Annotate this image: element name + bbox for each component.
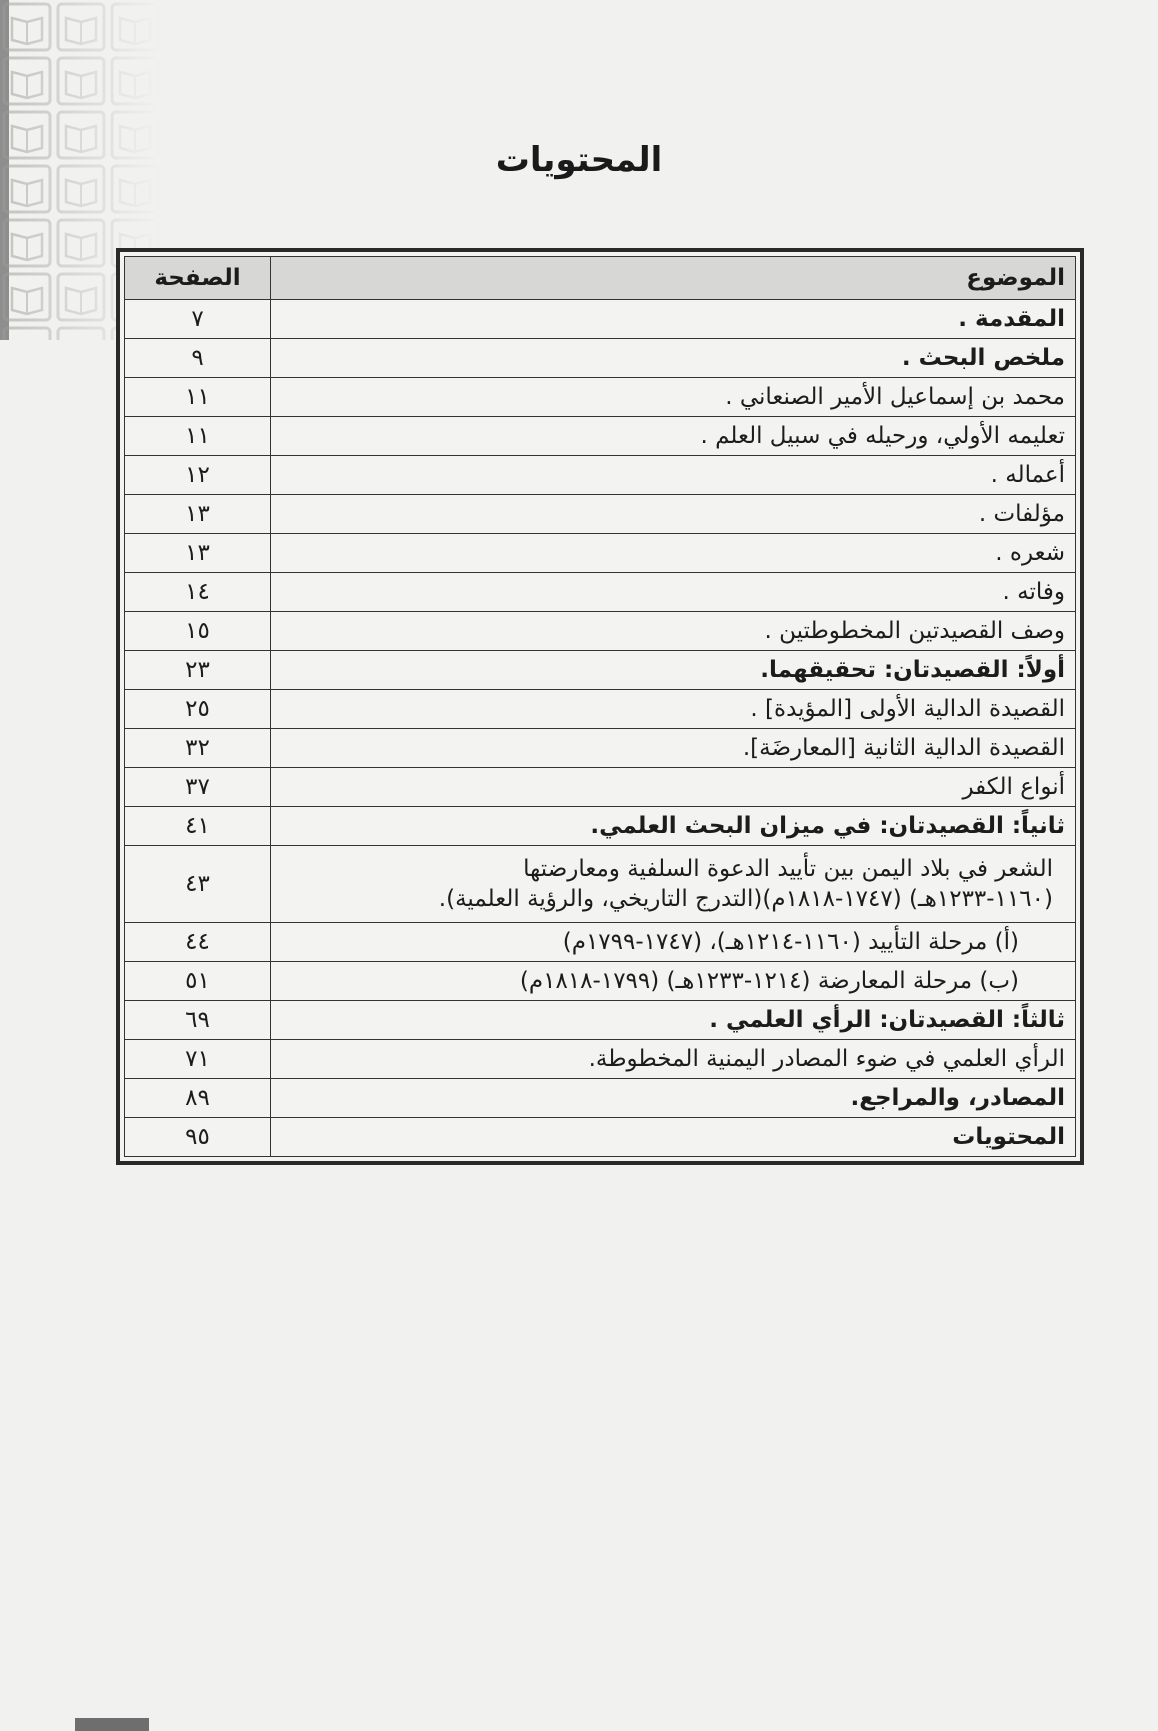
- table-row: [125, 573, 1076, 612]
- row-page-number: ٧١: [125, 1040, 271, 1079]
- row-page-number: ١٥: [125, 612, 271, 651]
- row-topic: [271, 962, 1076, 1001]
- table-row: [125, 923, 1076, 962]
- row-page-number: ١٤: [125, 573, 271, 612]
- row-topic: [271, 339, 1076, 378]
- row-topic-text: أنواع الكفر: [962, 774, 1065, 800]
- row-page-number: ٤٣: [125, 846, 271, 923]
- row-page-number: ٦٩: [125, 1001, 271, 1040]
- table-row: [125, 378, 1076, 417]
- row-page-number: ٢٣: [125, 651, 271, 690]
- table-row: [125, 456, 1076, 495]
- row-topic: [271, 495, 1076, 534]
- row-topic: [271, 612, 1076, 651]
- row-topic-text: وصف القصيدتين المخطوطتين .: [764, 618, 1065, 644]
- row-topic-text: تعليمه الأولي، ورحيله في سبيل العلم .: [700, 423, 1065, 449]
- row-topic-text: الشعر في بلاد اليمن بين تأييد الدعوة السلفية ومعارضتها: [523, 856, 1053, 882]
- row-page-number: ٢٥: [125, 690, 271, 729]
- row-topic-text-continued: (١١٦٠-١٢٣٣هـ) (١٧٤٧-١٨١٨م)(التدرج التاريخي، والرؤية العلمية).: [438, 886, 1053, 912]
- table-row: [125, 651, 1076, 690]
- table-row: [125, 417, 1076, 456]
- page-tab-marker: [75, 1718, 149, 1731]
- page-title: المحتويات: [495, 140, 663, 180]
- row-topic-text: أعماله .: [990, 462, 1065, 488]
- row-page-number: ٥١: [125, 962, 271, 1001]
- row-topic: [271, 846, 1076, 923]
- row-page-number: ١١: [125, 417, 271, 456]
- header-topic: الموضوع: [271, 257, 1076, 300]
- row-topic-text: الرأي العلمي في ضوء المصادر اليمنية المخطوطة.: [588, 1046, 1065, 1072]
- row-page-number: ١٢: [125, 456, 271, 495]
- row-topic: [271, 1001, 1076, 1040]
- row-topic: [271, 690, 1076, 729]
- table-row: [125, 690, 1076, 729]
- row-topic-text: القصيدة الدالية الأولى [المؤيدة] .: [750, 696, 1065, 722]
- row-page-number: ١١: [125, 378, 271, 417]
- row-topic-text: شعره .: [995, 540, 1065, 566]
- row-page-number: ٩٥: [125, 1118, 271, 1157]
- table-row: [125, 1040, 1076, 1079]
- row-topic-text: ملخص البحث .: [901, 345, 1065, 371]
- table-row: [125, 1001, 1076, 1040]
- row-topic-text: ثانياً: القصيدتان: في ميزان البحث العلمي.: [590, 813, 1065, 839]
- row-topic: [271, 378, 1076, 417]
- table-row: [125, 729, 1076, 768]
- row-topic-text: المصادر، والمراجع.: [850, 1085, 1065, 1111]
- row-topic: [271, 456, 1076, 495]
- row-page-number: ٤١: [125, 807, 271, 846]
- row-topic-text: المحتويات: [952, 1124, 1065, 1150]
- row-topic: [271, 300, 1076, 339]
- row-topic-text: (ب) مرحلة المعارضة (١٢١٤-١٢٣٣هـ) (١٧٩٩-١٨١٨م): [519, 968, 1019, 994]
- row-topic-text: ثالثاً: القصيدتان: الرأي العلمي .: [709, 1007, 1065, 1033]
- row-topic: [271, 534, 1076, 573]
- row-page-number: ٨٩: [125, 1079, 271, 1118]
- row-topic: [271, 1079, 1076, 1118]
- row-topic-text: القصيدة الدالية الثانية [المعارضَة].: [742, 735, 1065, 761]
- row-topic: [271, 417, 1076, 456]
- table-row: [125, 1079, 1076, 1118]
- table-row: [125, 534, 1076, 573]
- table-row: [125, 768, 1076, 807]
- table-row: [125, 339, 1076, 378]
- row-topic-text: محمد بن إسماعيل الأمير الصنعاني .: [725, 384, 1065, 410]
- row-topic: [271, 1118, 1076, 1157]
- row-topic-text: أولاً: القصيدتان: تحقيقهما.: [760, 657, 1065, 683]
- row-page-number: ٣٢: [125, 729, 271, 768]
- row-topic: [271, 923, 1076, 962]
- table-row: [125, 495, 1076, 534]
- row-topic: [271, 729, 1076, 768]
- row-topic-text: المقدمة .: [958, 306, 1065, 332]
- table-row: [125, 1118, 1076, 1157]
- row-page-number: ٧: [125, 300, 271, 339]
- row-topic: [271, 807, 1076, 846]
- header-page: الصفحة: [125, 257, 271, 300]
- row-topic-text: مؤلفات .: [978, 501, 1065, 527]
- toc-header-row: [125, 257, 1076, 300]
- table-row: [125, 807, 1076, 846]
- row-page-number: ٩: [125, 339, 271, 378]
- table-row: [125, 300, 1076, 339]
- row-topic-text: وفاته .: [1002, 579, 1065, 605]
- row-topic: [271, 573, 1076, 612]
- row-topic-text: (أ) مرحلة التأييد (١١٦٠-١٢١٤هـ)، (١٧٤٧-١٧٩٩م): [562, 929, 1019, 955]
- toc-body: [125, 300, 1076, 1157]
- row-page-number: ٤٤: [125, 923, 271, 962]
- toc-frame: [116, 248, 1084, 1165]
- row-page-number: ١٣: [125, 534, 271, 573]
- row-topic: [271, 768, 1076, 807]
- row-page-number: ١٣: [125, 495, 271, 534]
- row-page-number: ٣٧: [125, 768, 271, 807]
- toc-table: [124, 256, 1076, 1157]
- table-row: [125, 612, 1076, 651]
- row-topic: [271, 651, 1076, 690]
- row-topic: [271, 1040, 1076, 1079]
- table-row: [125, 846, 1076, 923]
- table-row: [125, 962, 1076, 1001]
